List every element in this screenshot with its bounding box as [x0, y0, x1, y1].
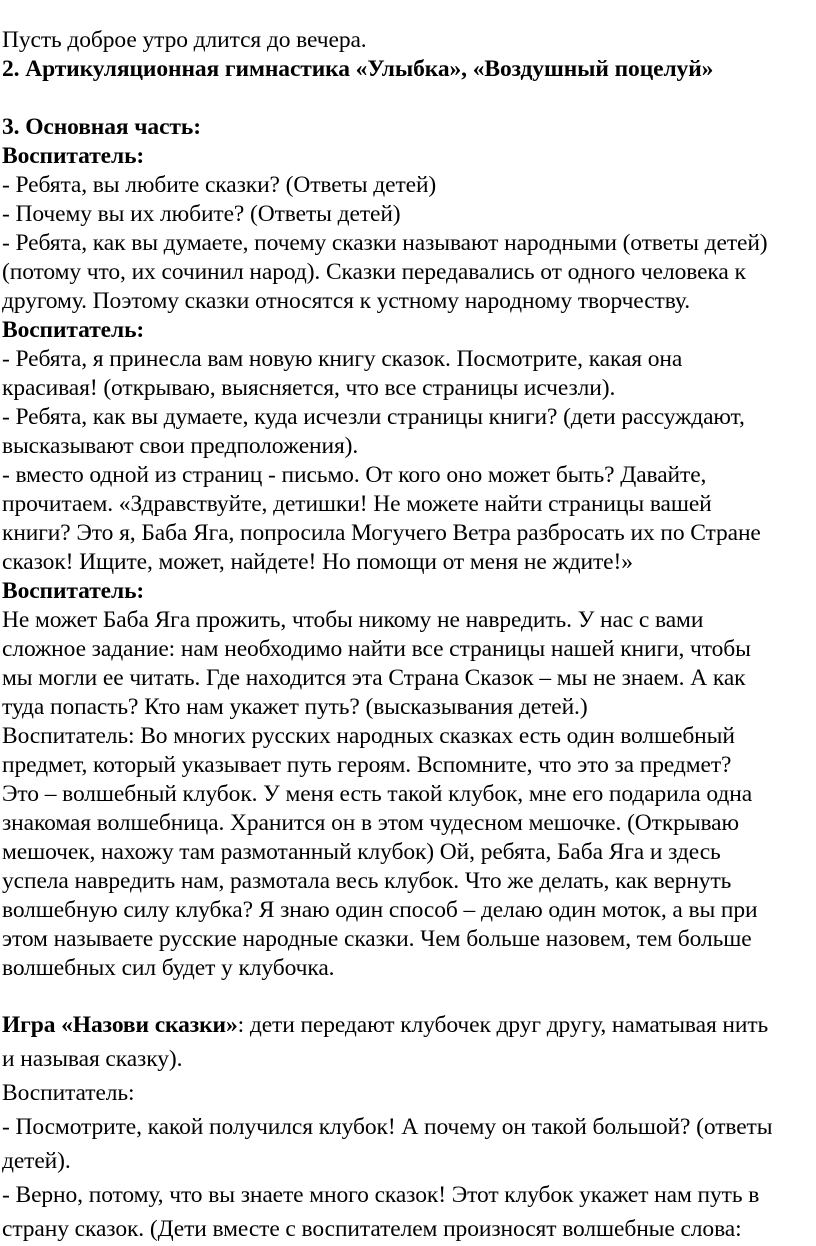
paragraph-line: красивая! (открываю, выясняется, что все страницы исчезли). [2, 375, 616, 401]
blank-line [2, 84, 814, 113]
paragraph-line: страну сказок. (Дети вместе с воспитателем произносят волшебные слова: [2, 1216, 742, 1242]
paragraph-line: мы могли ее читать. Где находится эта Страна Сказок – мы не знаем. А как [2, 665, 746, 691]
paragraph-line: детей). [2, 1148, 71, 1174]
paragraph-line: - Ребята, как вы думаете, почему сказки называют народными (ответы детей) [2, 230, 768, 256]
paragraph-line: другому. Поэтому сказки относятся к устному народному творчеству. [2, 288, 690, 314]
paragraph-line: - Почему вы их любите? (Ответы детей) [2, 201, 401, 227]
game-block [2, 1008, 814, 1246]
paragraph-line: Это – волшебный клубок. У меня есть такой клубок, мне его подарила одна [2, 781, 753, 807]
game-description: : дети передают клубочек друг другу, наматывая нить [237, 1012, 769, 1038]
intro-line: Пусть доброе утро длится до вечера. [2, 27, 367, 53]
paragraph-line: сказок! Ищите, может, найдете! Но помощи от меня не ждите!» [2, 549, 633, 575]
paragraph-line: волшебных сил будет у клубочка. [2, 955, 335, 981]
paragraph-line: мешочек, нахожу там размотанный клубок) Ой, ребята, Баба Яга и здесь [2, 839, 721, 865]
paragraph-line: туда попасть? Кто нам укажет путь? (высказывания детей.) [2, 694, 588, 720]
blank-line [2, 983, 814, 1008]
paragraph-line: книги? Это я, Баба Яга, попросила Могучего Ветра разбросать их по Стране [2, 520, 761, 546]
game-line [2, 1008, 814, 1042]
document-page [2, 26, 814, 1246]
paragraph-line: прочитаем. «Здравствуйте, детишки! Не можете найти страницы вашей [2, 491, 712, 517]
dialog-block-2 [2, 316, 814, 577]
paragraph-line: высказывают свои предположения). [2, 433, 359, 459]
speaker-label: Воспитатель: [2, 143, 145, 169]
section-2-heading: 2. Артикуляционная гимнастика «Улыбка», «Воздушный поцелуй» [2, 56, 714, 82]
paragraph-line: и называя сказку). [2, 1046, 183, 1072]
paragraph-line: сложное задание: нам необходимо найти все страницы нашей книги, чтобы [2, 636, 751, 662]
speaker-label: Воспитатель: [2, 317, 145, 343]
paragraph-line: знакомая волшебница. Хранится он в этом чудесном мешочке. (Открываю [2, 810, 739, 836]
paragraph-line: - Ребята, вы любите сказки? (Ответы детей) [2, 172, 437, 198]
section-3-heading: 3. Основная часть: [2, 114, 201, 140]
paragraph-line: предмет, который указывает путь героям. Вспомните, что это за предмет? [2, 752, 732, 778]
paragraph-line: волшебную силу клубка? Я знаю один способ – делаю один моток, а вы при [2, 897, 758, 923]
dialog-block-1 [2, 142, 814, 316]
paragraph-line: - Ребята, как вы думаете, куда исчезли страницы книги? (дети рассуждают, [2, 404, 745, 430]
paragraph-line: успела навредить нам, размотала весь клубок. Что же делать, как вернуть [2, 868, 732, 894]
paragraph-line: - Верно, потому, что вы знаете много сказок! Этот клубок укажет нам путь в [2, 1182, 760, 1208]
speaker-label: Воспитатель: [2, 1080, 135, 1106]
paragraph-line: (потому что, их сочинил народ). Сказки передавались от одного человека к [2, 259, 746, 285]
paragraph-line: - Посмотрите, какой получился клубок! А почему он такой большой? (ответы [2, 1114, 773, 1140]
paragraph-line: Воспитатель: Во многих русских народных сказках есть один волшебный [2, 723, 735, 749]
game-title: Игра «Назови сказки» [2, 1012, 238, 1038]
paragraph-line: Не может Баба Яга прожить, чтобы никому не навредить. У нас с вами [2, 607, 704, 633]
speaker-label: Воспитатель: [2, 578, 145, 604]
dialog-block-3 [2, 577, 814, 983]
paragraph-line: этом называете русские народные сказки. Чем больше назовем, тем больше [2, 926, 752, 952]
paragraph-line: - вместо одной из страниц - письмо. От кого оно может быть? Давайте, [2, 462, 707, 488]
paragraph-line: - Ребята, я принесла вам новую книгу сказок. Посмотрите, какая она [2, 346, 683, 372]
